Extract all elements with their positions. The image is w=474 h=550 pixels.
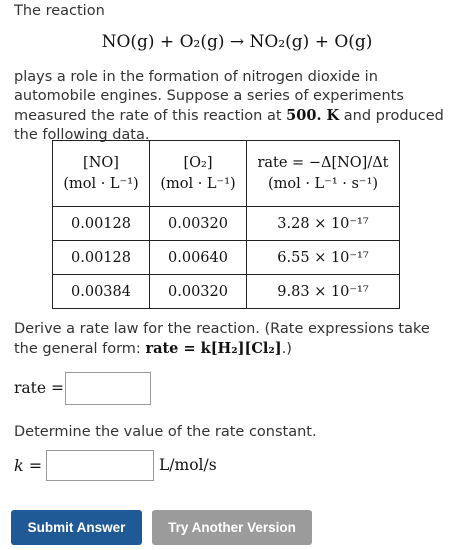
table-cell: 3.28 × 10⁻¹⁷ [247, 207, 400, 241]
table-cell: 0.00640 [150, 241, 247, 275]
header-label: rate = −Δ[NO]/Δt [257, 154, 389, 171]
question-rate-constant: Determine the value of the rate constant. [14, 424, 317, 440]
table-header-row [53, 141, 400, 207]
problem-paragraph [14, 68, 464, 145]
header-unit: (mol · L⁻¹) [63, 175, 139, 192]
header-rate [247, 141, 400, 207]
header-label: [NO] [83, 154, 119, 171]
table-cell: 0.00384 [53, 275, 150, 309]
table-cell: 0.00320 [150, 275, 247, 309]
header-o2 [150, 141, 247, 207]
temperature-value: 500. K [286, 107, 340, 124]
table-cell: 6.55 × 10⁻¹⁷ [247, 241, 400, 275]
header-unit: (mol · L⁻¹ · s⁻¹) [267, 175, 379, 192]
intro-text: The reaction [14, 3, 105, 19]
header-label: [O₂] [183, 154, 213, 171]
k-symbol: k = [14, 456, 43, 475]
header-no [53, 141, 150, 207]
paragraph-text: plays a role in the formation of nitrogen dioxide in automobile engines. Suppose a series of experiments measured the rate of this reaction at [14, 69, 404, 124]
submit-answer-button[interactable]: Submit Answer [11, 510, 142, 545]
question-end: .) [281, 341, 292, 357]
reaction-equation: NO(g) + O₂(g) → NO₂(g) + O(g) [101, 32, 373, 52]
table-cell: 0.00320 [150, 207, 247, 241]
table-cell: 0.00128 [53, 207, 150, 241]
table-cell: 9.83 × 10⁻¹⁷ [247, 275, 400, 309]
k-label [14, 456, 42, 475]
k-input[interactable] [46, 450, 154, 481]
paragraph-end: and produced the following data. [14, 108, 444, 143]
rate-formula: rate = k[H₂][Cl₂] [145, 340, 282, 357]
question-rate-law [14, 320, 454, 359]
try-another-version-button[interactable]: Try Another Version [152, 510, 312, 545]
table-cell: 0.00128 [53, 241, 150, 275]
rate-label: rate = [14, 379, 64, 397]
question-text: Derive a rate law for the reaction. (Rate expressions take the general form: [14, 321, 430, 357]
table-row [53, 207, 400, 241]
header-unit: (mol · L⁻¹) [160, 175, 236, 192]
k-unit: L/mol/s [159, 456, 217, 474]
table-row [53, 275, 400, 309]
data-table [52, 140, 400, 309]
table-row [53, 241, 400, 275]
rate-input[interactable] [65, 372, 151, 405]
